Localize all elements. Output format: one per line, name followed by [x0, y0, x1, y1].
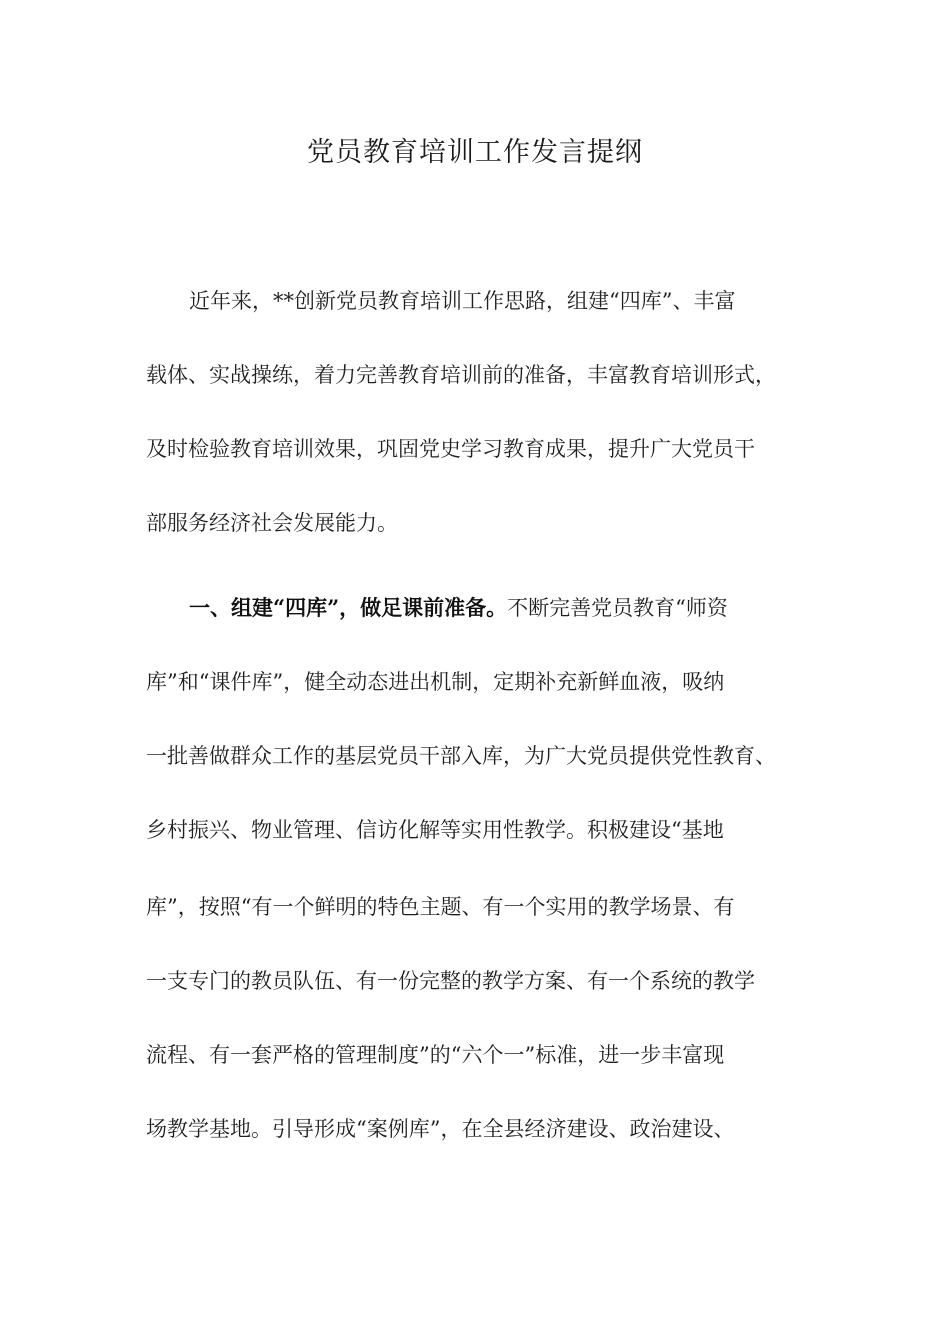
line-text: 库”和“课件库”，健全动态进出机制，定期补充新鲜血液，吸纳 — [146, 670, 725, 694]
paragraph-line — [0, 1111, 950, 1147]
paragraph-line — [0, 505, 950, 541]
paragraph-line — [0, 738, 950, 774]
paragraph-line — [0, 963, 950, 999]
line-text: 载体、实战操练，着力完善教育培训前的准备，丰富教育培训形式， — [146, 363, 776, 387]
line-text: 部服务经济社会发展能力。 — [146, 511, 398, 535]
paragraph-line — [0, 1037, 950, 1073]
line-text: 一批善做群众工作的基层党员干部入库，为广大党员提供党性教育、 — [146, 744, 776, 768]
line-text: 及时检验教育培训效果，巩固党史学习教育成果，提升广大党员干 — [146, 437, 755, 461]
line-text: 乡村振兴、物业管理、信访化解等实用性教学。积极建设“基地 — [146, 818, 724, 842]
line-text: 近年来，**创新党员教育培训工作思路，组建“四库”、丰富 — [189, 289, 736, 313]
paragraph-line — [0, 812, 950, 848]
line-text: 库”，按照“有一个鲜明的特色主题、有一个实用的教学场景、有 — [146, 895, 735, 919]
line-text: 流程、有一套严格的管理制度”的“六个一”标准，进一步丰富现 — [146, 1043, 725, 1067]
line-text: 场教学基地。引导形成“案例库”，在全县经济建设、政治建设、 — [146, 1117, 735, 1141]
section-heading-line — [0, 590, 950, 626]
paragraph-line — [0, 431, 950, 467]
line-text: 不断完善党员教育“师资 — [507, 596, 728, 620]
line-text: 一支专门的教员队伍、有一份完整的教学方案、有一个系统的教学 — [146, 969, 755, 993]
paragraph-line — [0, 664, 950, 700]
section-heading: 一、组建“四库”，做足课前准备。 — [189, 595, 508, 620]
paragraph-line — [0, 889, 950, 925]
paragraph-line — [0, 283, 950, 319]
document-title: 党员教育培训工作发言提纲 — [307, 137, 643, 168]
paragraph-line — [0, 357, 950, 393]
